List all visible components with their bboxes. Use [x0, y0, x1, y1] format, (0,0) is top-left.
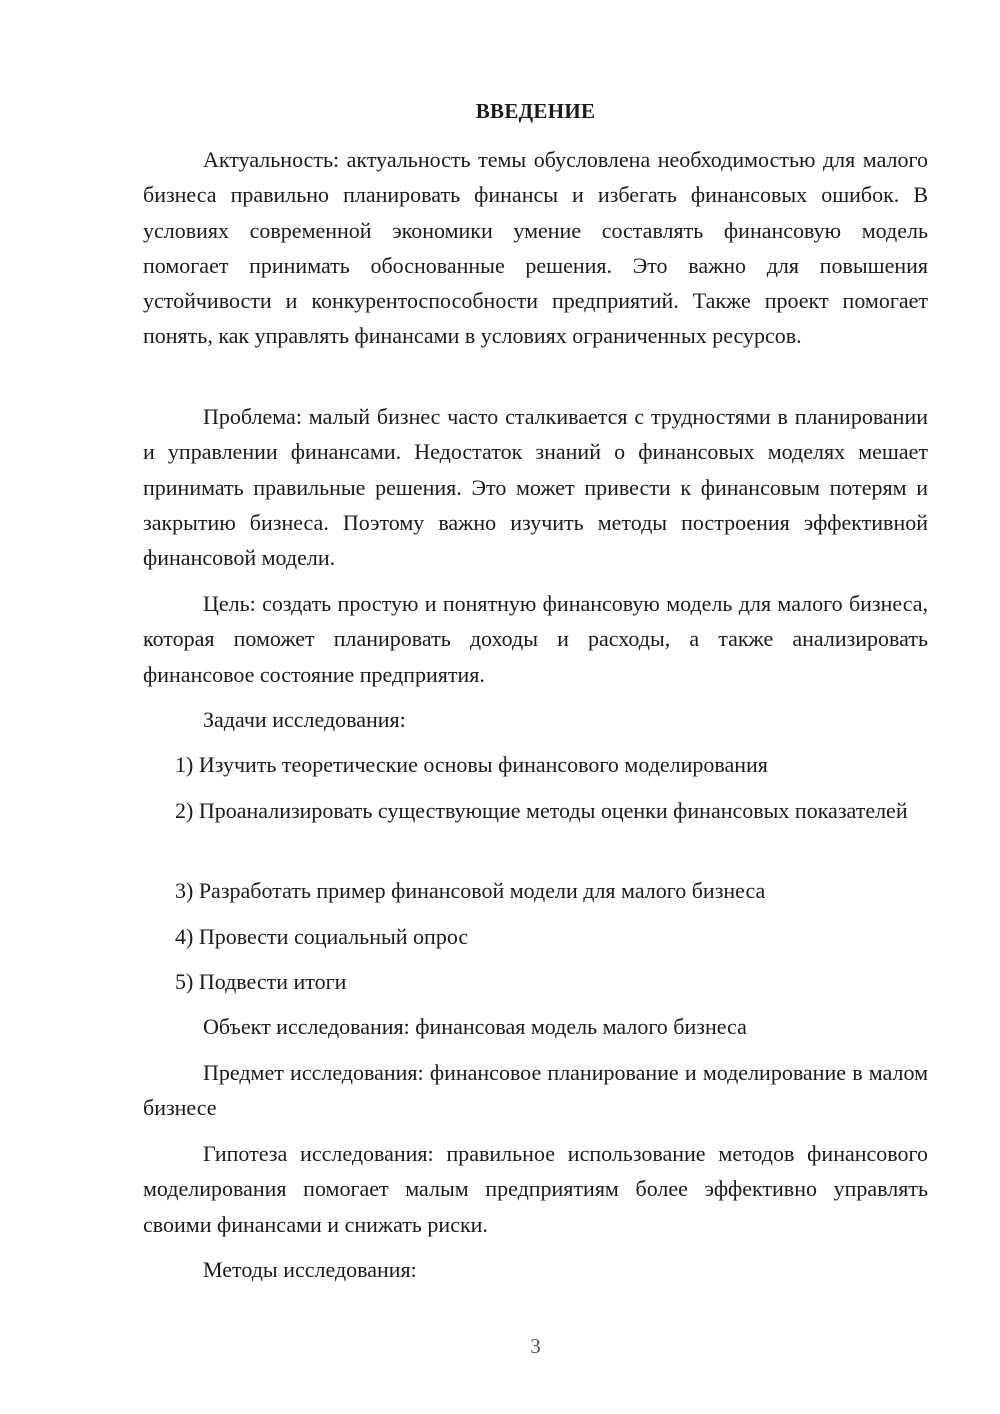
task-item-2: 2) Проанализировать существующие методы оценки финансовых показателей	[175, 798, 908, 823]
paragraph-goal: Цель: создать простую и понятную финансовую модель для малого бизнеса, которая поможет планировать доходы и расходы, а также анализировать финансовое состояние предприятия.	[143, 591, 928, 687]
task-item-3: 3) Разработать пример финансовой модели для малого бизнеса	[175, 878, 766, 903]
task-item-4: 4) Провести социальный опрос	[175, 924, 469, 949]
tasks-title: Задачи исследования:	[203, 707, 406, 732]
paragraph-object: Объект исследования: финансовая модель малого бизнеса	[203, 1014, 747, 1039]
paragraph-hypothesis: Гипотеза исследования: правильное использование методов финансового моделирования помогает малым предприятиям более эффективно управлять своими финансами и снижать риски.	[143, 1141, 928, 1237]
task-item-1: 1) Изучить теоретические основы финансового моделирования	[175, 752, 768, 777]
paragraph-relevance: Актуальность: актуальность темы обусловлена необходимостью для малого бизнеса правильно планировать финансы и избегать финансовых ошибок. В условиях современной экономики умение составлять финансовую модель помогает принимать обоснованные решения. Это важно для повышения устойчивости и конкурентоспособности предприятий. Также проект помогает понять, как управлять финансами в условиях ограниченных ресурсов.	[143, 147, 928, 349]
paragraph-problem: Проблема: малый бизнес часто сталкивается с трудностями в планировании и управлении финансами. Недостаток знаний о финансовых моделях мешает принимать правильные решения. Это может привести к финансовым потерям и закрытию бизнеса. Поэтому важно изучить методы построения эффективной финансовой модели.	[143, 404, 928, 571]
section-heading: ВВЕДЕНИЕ	[475, 99, 596, 123]
page-number: 3	[530, 1334, 541, 1358]
document-page	[143, 0, 928, 1414]
task-item-5: 5) Подвести итоги	[175, 969, 347, 994]
paragraph-subject: Предмет исследования: финансовое планирование и моделирование в малом бизнесе	[143, 1060, 928, 1121]
methods-title: Методы исследования:	[203, 1257, 417, 1282]
